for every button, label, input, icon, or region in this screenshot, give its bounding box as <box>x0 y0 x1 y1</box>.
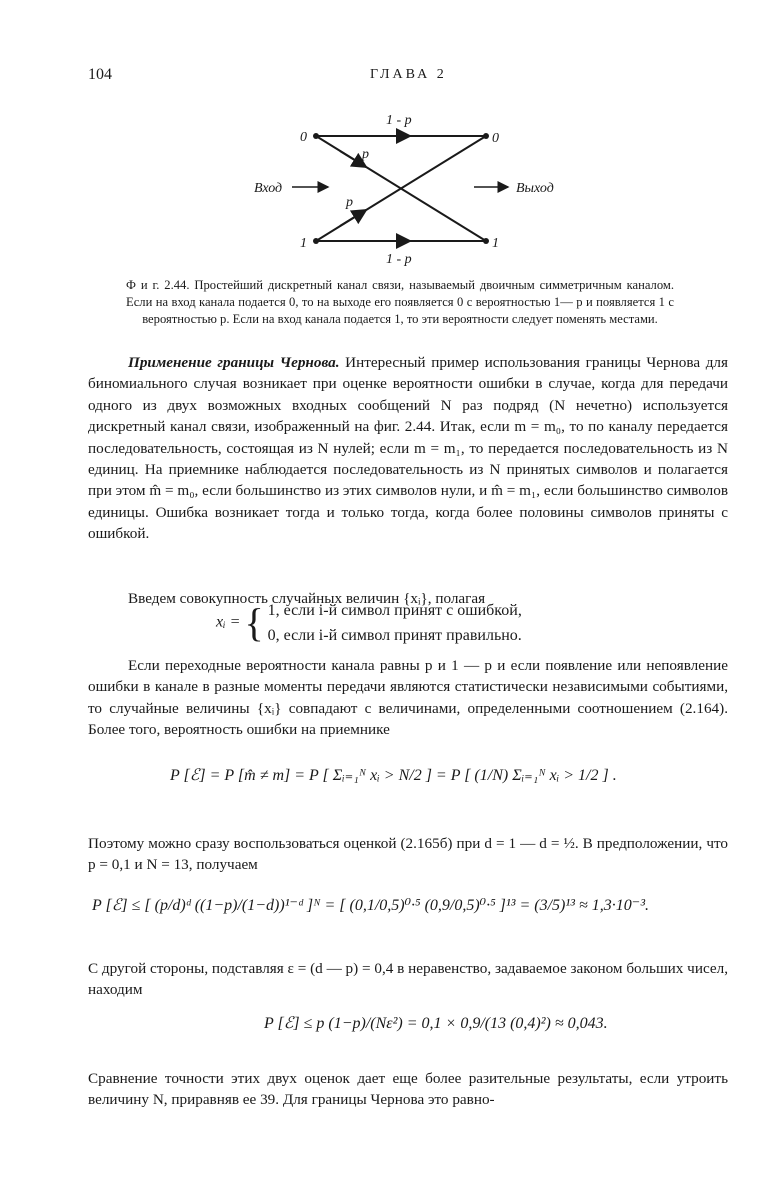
label-cross-lower: p <box>346 195 353 210</box>
section-heading: Применение границы Чернова. <box>128 354 340 371</box>
paragraph-chernoff <box>88 352 728 545</box>
paragraph-5: С другой стороны, подставляя ε = (d — p) = 0,4 в неравенство, задаваемое законом больших чисел, находим <box>88 960 728 999</box>
label-top-prob: 1 - p <box>386 113 412 128</box>
equation-chernoff-bound: P [ℰ] ≤ [ (p/d)ᵈ ((1−p)/(1−d))¹⁻ᵈ ]ᴺ = [ (0,1/0,5)⁰·⁵ (0,9/0,5)⁰·⁵ ]¹³ = (3/5)¹³ ≈ 1,3·10⁻³. <box>92 897 649 914</box>
paragraph-2: Введем совокупность случайных величин {xᵢ}, полагая <box>128 590 486 607</box>
label-output-1: 1 <box>492 236 499 251</box>
brace-glyph: { <box>244 600 264 645</box>
label-cross-upper: p <box>362 147 369 162</box>
paragraph-4: Поэтому можно сразу воспользоваться оценкой (2.165б) при d = 1 — d = ½. В предположении, что p = 0,1 и N = 13, получаем <box>88 835 728 874</box>
label-output-0: 0 <box>492 131 499 146</box>
arrow-1-to-0 <box>340 210 366 226</box>
label-output: Выход <box>516 181 554 196</box>
paragraph-3: Если переходные вероятности канала равны p и 1 — p и если появление или непоявление ошибки в канале в разные моменты передачи являются статистически независимыми событиями, то случайные величины {xᵢ} совпадают с величинами, определенными соотношением (2.164). Более того, вероятность ошибки на приемнике <box>88 657 728 739</box>
label-input-0: 0 <box>300 130 307 145</box>
figure-caption: Ф и г. 2.44. Простейший дискретный канал связи, называемый двоичным симметричным каналом. Если на вход канала подается 0, то на выходе его появляется 0 с вероятностью 1— p и появляется 1 с вероятностью p. Если на вход канала подается 1, то эти вероятности следует поменять местами. <box>126 278 674 326</box>
paragraph-6: Сравнение точности этих двух оценок дает еще более разительные результаты, если утроить величину N, приравняв ее 39. Для границы Чернова это равно- <box>88 1070 728 1109</box>
equation-xi-lhs: xᵢ = <box>216 613 241 631</box>
label-input-1: 1 <box>300 236 307 251</box>
equation-law-of-large-numbers: P [ℰ] ≤ p (1−p)/(Nε²) = 0,1 × 0,9/(13 (0,4)²) ≈ 0,043. <box>264 1015 608 1032</box>
label-bottom-prob: 1 - p <box>386 252 412 267</box>
paragraph-1-body: Интересный пример использования границы Чернова для биномиального случая возникает при оценке вероятности ошибки в случае, когда для передачи одного из двух возможных входных сообщений N раз подряд (N нечетно) используется дискретный канал связи, изображенный на фиг. 2.44. Итак, если m = m₀, то по каналу передается последовательность, состоящая из N нулей; если m = m₁, то передается последовательность из N единиц. На приемнике наблюдается последовательность из N принятых символов и полагается при этом m̂ = m₀, если большинство из этих символов нули, и m̂ = m₁, если большинство символов единицы. Ошибка возникает тогда и только тогда, когда более половины символов приняты с ошибкой. <box>88 354 728 543</box>
binary-symmetric-channel-diagram <box>240 110 570 270</box>
equation-error-probability: P [ℰ] = P [m̂ ≠ m] = P [ Σᵢ₌₁ᴺ xᵢ > N/2 ] = P [ (1/N) Σᵢ₌₁ᴺ xᵢ > 1/2 ] . <box>170 767 617 784</box>
chapter-header: ГЛАВА 2 <box>370 67 447 82</box>
equation-case-correct: 0, если i-й символ принят правильно. <box>267 627 522 644</box>
equation-xi-definition <box>216 598 522 648</box>
page-number: 104 <box>88 66 112 83</box>
equation-case-error: 1, если i-й символ принят с ошибкой, <box>267 602 522 619</box>
label-input: Вход <box>254 181 283 196</box>
